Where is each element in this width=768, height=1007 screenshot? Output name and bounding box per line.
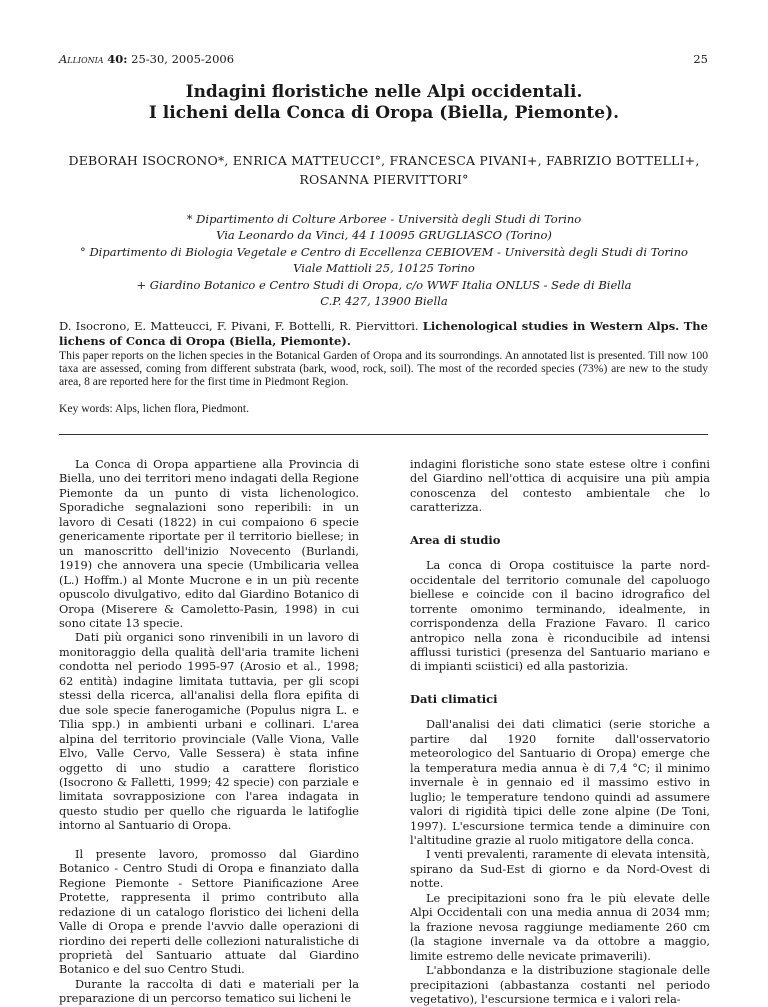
abstract: This paper reports on the lichen species in the Botanical Garden of Oropa and its sourrondings. An annotated list is presented. Till now 100 taxa are assessed, coming from different substrata (bark, wood, rock, soil). The most of the recorded species (73%) are new to the study area, 8 are reported here for the first time in Piedmont Region. xyxy=(59,349,708,388)
page-number: 25 xyxy=(693,52,708,66)
paragraph: La conca di Oropa costituisce la parte nord-occidentale del territorio comunale del capoluogo biellese e coincide con il bacino idrografico del torrente omonimo terminando, idealmente, in corrispondenza della Frazione Favaro. Il carico antropico nella zona è riconducibile ad intensi afflussi turistici (presenza del Santuario mariano e di impianti sciistici) ed alla pastorizia. xyxy=(410,559,710,674)
keywords: Key words: Alps, lichen flora, Piedmont. xyxy=(59,402,249,415)
affiliation-line: + Giardino Botanico e Centro Studi di Oropa, c/o WWF Italia ONLUS - Sede di Biella xyxy=(136,277,632,292)
affiliation-line: Viale Mattioli 25, 10125 Torino xyxy=(293,261,475,276)
paragraph: indagini floristiche sono state estese oltre i confini del Giardino nell'ottica di acquisire una più ampia conoscenza del contesto ambientale che lo caratterizza. xyxy=(410,458,710,515)
paragraph: I venti prevalenti, raramente di elevata intensità, spirano da Sud-Est di giorno e da Nord-Ovest di notte. xyxy=(410,848,710,891)
title-line-1: Indagini floristiche nelle Alpi occidentali. xyxy=(185,82,583,102)
left-column xyxy=(59,458,359,1007)
section-heading-climate: Dati climatici xyxy=(410,691,498,706)
right-column xyxy=(410,458,710,1007)
paragraph: Il presente lavoro, promosso dal Giardino Botanico - Centro Studi di Oropa e finanziato dalla Regione Piemonte - Settore Pianificazione Aree Protette, rappresenta il primo contributo alla redazione di un catalogo floristico dei licheni della Valle di Oropa e prende l'avvio dalle operazioni di riordino dei reperti delle collezioni naturalistiche di proprietà del Santuario attuate dal Giardino Botanico e del suo Centro Studi. xyxy=(59,847,359,977)
paragraph: Le precipitazioni sono fra le più elevate delle Alpi Occidentali con una media annua di 2034 mm; la frazione nevosa raggiunge mediamente 260 cm (la stagione invernale va da ottobre a maggio, limite estremo delle nevicate primaverili). xyxy=(410,891,710,963)
title-line-2: I licheni della Conca di Oropa (Biella, Piemonte). xyxy=(148,103,620,123)
citation-authors: D. Isocrono, E. Matteucci, F. Pivani, F. Bottelli, R. Piervittori. xyxy=(59,319,423,333)
paragraph: La Conca di Oropa appartiene alla Provincia di Biella, uno dei territori meno indagati della Regione Piemonte da un punto di vista lichenologico. Sporadiche segnalazioni sono reperibili: in un lavoro di Cesati (1822) in cui compaiono 6 specie genericamente riportate per il territorio biellese; in un manoscritto dell'inizio Novecento (Burlandi, 1919) che annovera una specie (Umbilicaria vellea (L.) Hoffm.) al Monte Mucrone e in un più recente opuscolo divulgativo, edito dal Giardino Botanico di Oropa (Miserere & Camoletto-Pasin, 1998) in cui sono citate 13 specie. xyxy=(59,458,359,630)
author-list xyxy=(0,151,768,189)
affiliations xyxy=(0,211,768,309)
journal-name: Allionia xyxy=(59,52,104,66)
affiliation-line: * Dipartimento di Colture Arboree - Università degli Studi di Torino xyxy=(186,212,582,226)
paragraph: L'abbondanza e la distribuzione stagionale delle precipitazioni (abbastanza costanti nel periodo vegetativo), l'escursione termica e i valori rela- xyxy=(410,964,710,1006)
paragraph: Durante la raccolta di dati e materiali per la preparazione di un percorso tematico sui licheni le xyxy=(59,977,359,1006)
authors-line-2: ROSANNA PIERVITTORI° xyxy=(299,172,469,187)
affiliation-line: Via Leonardo da Vinci, 44 I 10095 GRUGLIASCO (Torino) xyxy=(216,228,552,243)
section-divider xyxy=(59,434,708,435)
affiliation-line: C.P. 427, 13900 Biella xyxy=(320,294,448,309)
journal-pages-years: 25-30, 2005-2006 xyxy=(131,52,235,66)
paragraph: Dall'analisi dei dati climatici (serie storiche a partire dal 1920 fornite dall'osservatorio meteorologico del Santuario di Oropa) emerge che la temperatura media annua è di 7,4 °C; il minimo invernale è in gennaio ed il massimo estivo in luglio; le temperature tendono quindi ad assumere valori di rigidità tipici delle zone alpine (De Toni, 1997). L'escursione termica tende a diminuire con l'altitudine grazie al ruolo mitigatore della conca. xyxy=(410,718,710,847)
paragraph: Dati più organici sono rinvenibili in un lavoro di monitoraggio della qualità dell'aria tramite licheni condotta nel periodo 1995-97 (Arosio et al., 1998; 62 entità) indagine limitata tuttavia, per gli scopi stessi della ricerca, all'analisi della flora epifita di due sole specie fanerogamiche (Populus nigra L. e Tilia spp.) in ambienti urbani e collinari. L'area alpina del territorio provinciale (Valle Viona, Valle Elvo, Valle Cervo, Valle Sessera) è stata infine oggetto di uno studio a carattere floristico (Isocrono & Falletti, 1999; 42 specie) con parziale e limitata sovrapposizione con l'area indagata in questo studio per quello che riguarda le latifoglie intorno al Santuario di Oropa. xyxy=(59,631,359,833)
affiliation-line: ° Dipartimento di Biologia Vegetale e Centro di Eccellenza CEBIOVEM - Università degli Studi di Torino xyxy=(80,244,688,259)
citation xyxy=(59,319,708,350)
paper-title xyxy=(0,82,768,124)
running-header xyxy=(59,52,708,66)
section-heading-area: Area di studio xyxy=(410,532,501,547)
authors-line-1: DEBORAH ISOCRONO*, ENRICA MATTEUCCI°, FRANCESCA PIVANI+, FABRIZIO BOTTELLI+, xyxy=(68,153,700,168)
citation-title: Lichenological studies in Western Alps. The lichens of Conca di Oropa (Biella, Piemonte). xyxy=(59,319,708,349)
journal-volume: 40: xyxy=(107,52,128,66)
